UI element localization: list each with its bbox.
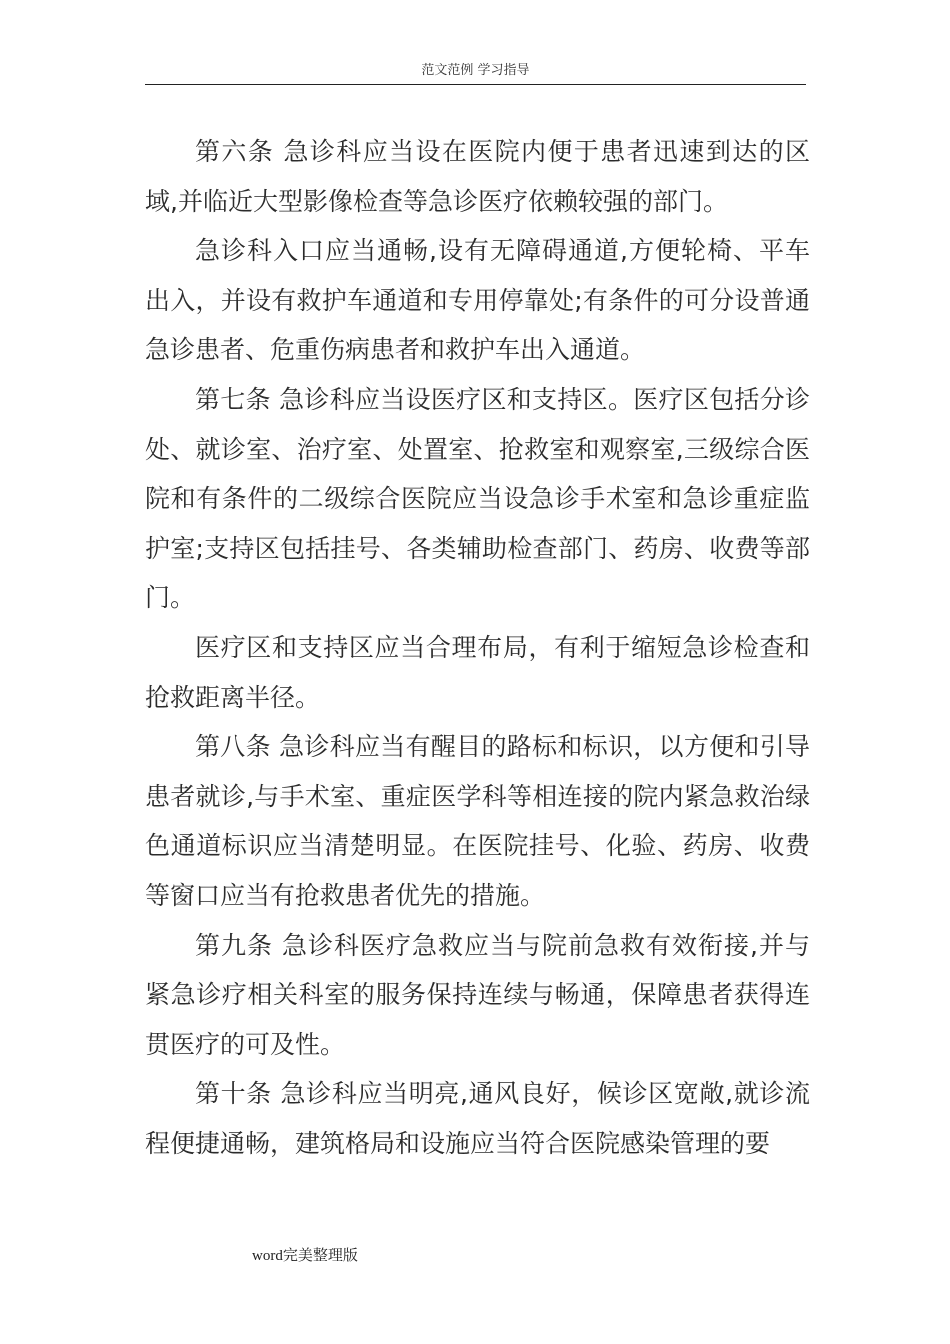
paragraph-entrance: 急诊科入口应当通畅,设有无障碍通道,方便轮椅、平车出入，并设有救护车通道和专用停靠处;有条件的可分设普通急诊患者、危重伤病患者和救护车出入通道。 bbox=[145, 236, 810, 365]
paragraph-article-6: 第六条 急诊科应当设在医院内便于患者迅速到达的区域,并临近大型影像检查等急诊医疗依赖较强的部门。 bbox=[145, 137, 810, 216]
document-body bbox=[145, 127, 810, 1168]
page-footer: word完美整理版 bbox=[252, 1248, 358, 1264]
paragraph-article-7: 第七条 急诊科应当设医疗区和支持区。医疗区包括分诊处、就诊室、治疗室、处置室、抢救室和观察室,三级综合医院和有条件的二级综合医院应当设急诊手术室和急诊重症监护室;支持区包括挂号、各类辅助检查部门、药房、收费等部门。 bbox=[145, 384, 810, 613]
paragraph-article-8: 第八条 急诊科应当有醒目的路标和标识，以方便和引导患者就诊,与手术室、重症医学科等相连接的院内紧急救治绿色通道标识应当清楚明显。在医院挂号、化验、药房、收费等窗口应当有抢救患者优先的措施。 bbox=[145, 732, 810, 910]
page-header: 范文范例 学习指导 bbox=[145, 60, 806, 85]
paragraph-article-10: 第十条 急诊科应当明亮,通风良好，候诊区宽敞,就诊流程便捷通畅，建筑格局和设施应当符合医院感染管理的要 bbox=[145, 1079, 810, 1158]
paragraph-article-9: 第九条 急诊科医疗急救应当与院前急救有效衔接,并与紧急诊疗相关科室的服务保持连续与畅通，保障患者获得连贯医疗的可及性。 bbox=[145, 930, 810, 1059]
paragraph-layout: 医疗区和支持区应当合理布局，有利于缩短急诊检查和抢救距离半径。 bbox=[145, 632, 810, 712]
